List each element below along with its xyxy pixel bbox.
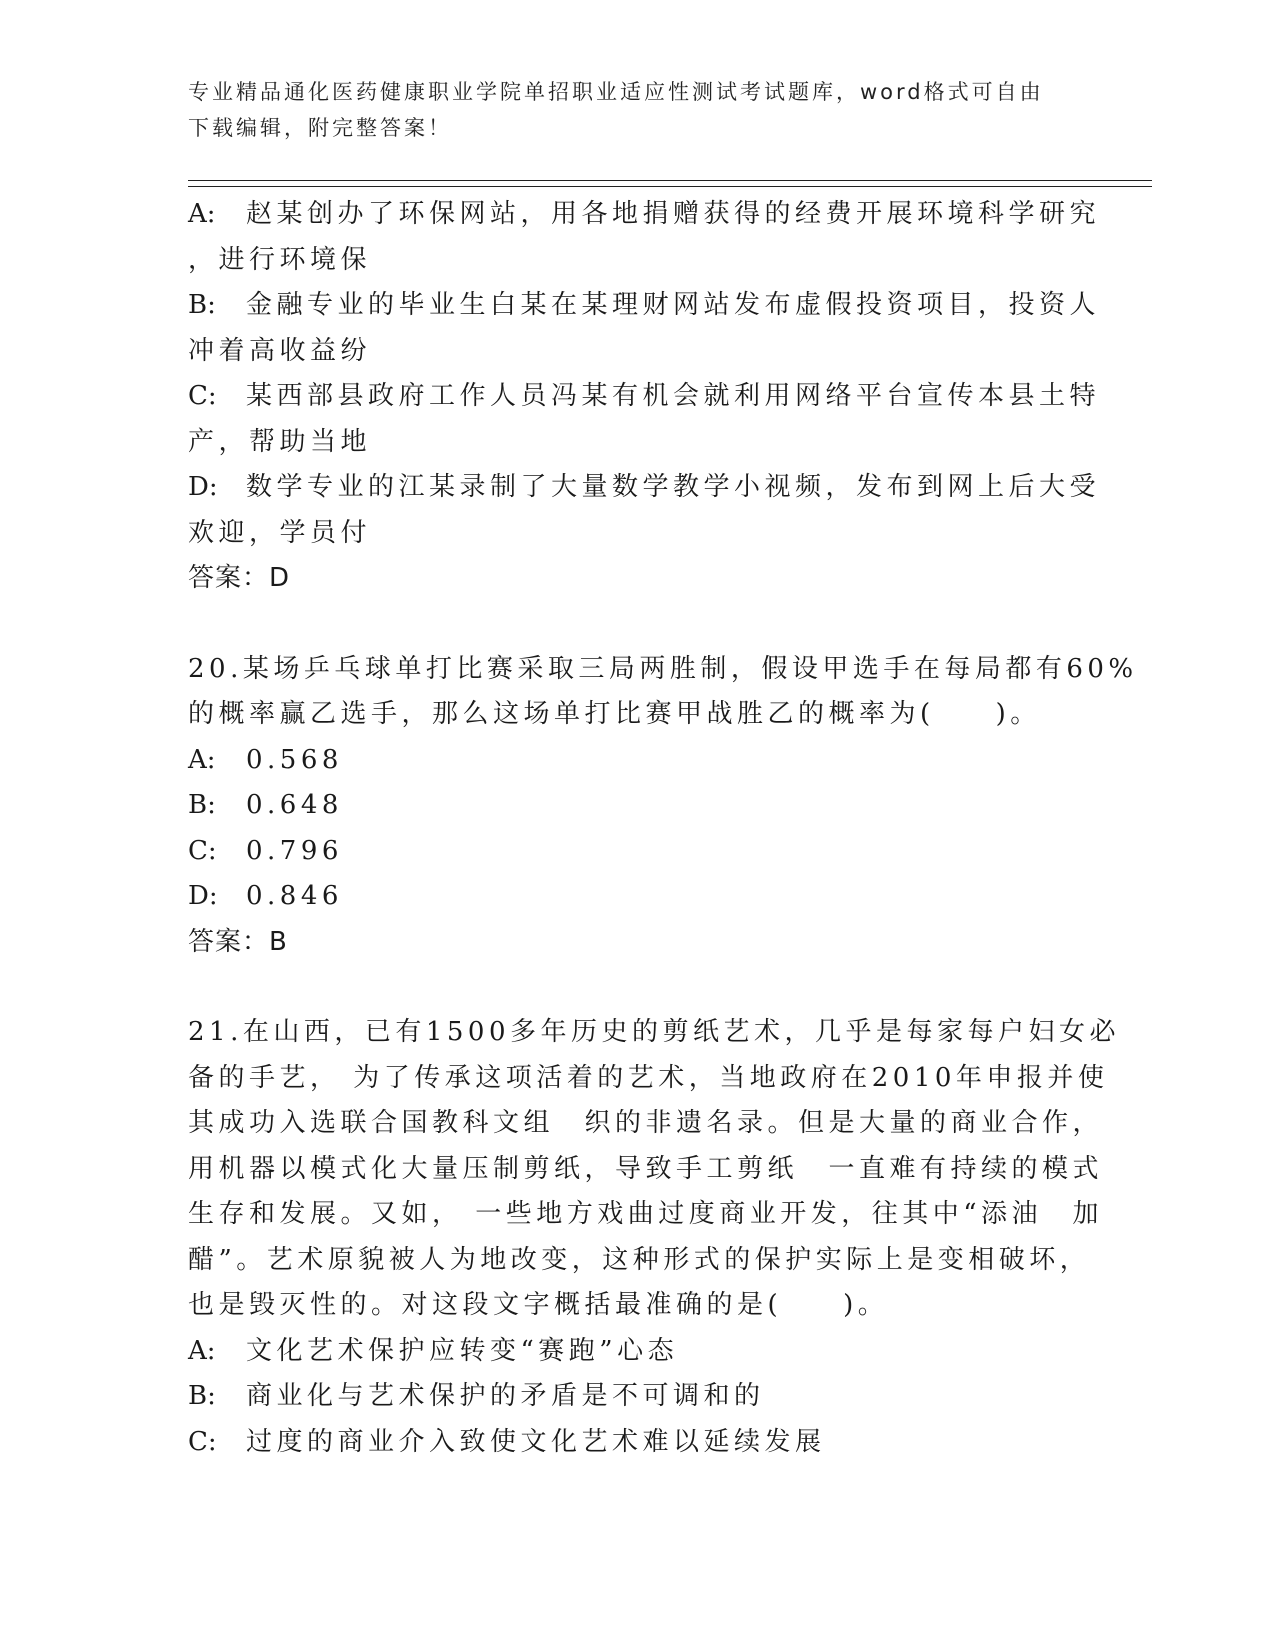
question-stem-line: 醋”。艺术原貌被人为地改变，这种形式的保护实际上是变相破坏， — [188, 1244, 1091, 1275]
question-stem-line: 生存和发展。又如， 一些地方戏曲过度商业开发，往其中“添油 加 — [188, 1199, 1104, 1229]
question-stem-line: 21.在山西，已有1500多年历史的剪纸艺术，几乎是每家每户妇女必 — [188, 1017, 1121, 1047]
option-label: B: — [188, 290, 216, 320]
option-label: A: — [188, 1335, 216, 1366]
question-21 — [188, 1010, 1121, 1465]
option-label: D: — [188, 472, 218, 502]
header-divider-bottom — [188, 186, 1152, 187]
option-text: 文化艺术保护应转变“赛跑”心态 — [246, 1335, 679, 1366]
question-stem-line: 的概率赢乙选手，那么这场单打比赛甲战胜乙的概率为( )。 — [188, 699, 1041, 729]
option-label: C: — [188, 835, 217, 866]
option-d — [188, 874, 1088, 920]
option-label: D: — [188, 881, 218, 911]
option-b — [188, 783, 1088, 829]
option-text: 0.846 — [246, 881, 343, 911]
option-text — [246, 374, 1100, 420]
question-stem-line: 也是毁灭性的。对这段文字概括最准确的是( )。 — [188, 1290, 889, 1320]
option-text-line: 冲着高收益纷 — [188, 335, 372, 366]
option-text — [246, 283, 1100, 329]
option-b — [188, 283, 1101, 329]
question-stem-line: 20.某场乒乓球单打比赛采取三局两胜制，假设甲选手在每局都有60% — [188, 653, 1138, 684]
option-text-line: 赵某创办了环保网站，用各地捐赠获得的经费开展环境科学研究 — [246, 199, 1101, 229]
option-label: B: — [188, 1381, 216, 1411]
option-text: 0.796 — [246, 835, 343, 866]
option-text — [246, 465, 1100, 511]
option-text: 商业化与艺术保护的矛盾是不可调和的 — [246, 1381, 765, 1411]
question-stem-line: 用机器以模式化大量压制剪纸，导致手工剪纸 一直难有持续的模式 — [188, 1153, 1104, 1184]
question-stem-line: 其成功入选联合国教科文组 织的非遗名录。但是大量的商业合作， — [188, 1108, 1104, 1138]
header-divider-top — [188, 180, 1152, 181]
option-label: B: — [188, 790, 216, 820]
header-line-2: 下载编辑，附完整答案！ — [188, 116, 452, 140]
option-text: 0.648 — [246, 790, 343, 820]
answer-q19: 答案：D — [188, 563, 291, 593]
option-text-line: 数学专业的江某录制了大量数学教学小视频，发布到网上后大受 — [246, 472, 1101, 502]
option-b — [188, 1374, 1088, 1420]
option-a — [188, 1329, 1088, 1375]
page-header — [188, 74, 1088, 146]
option-label: C: — [188, 381, 217, 411]
question-20 — [188, 647, 1138, 966]
option-label: C: — [188, 1426, 217, 1457]
option-label: A: — [188, 744, 216, 775]
option-c — [188, 829, 1088, 875]
option-d — [188, 465, 1101, 511]
answer-q20: 答案：B — [188, 926, 288, 957]
option-label: A: — [188, 199, 216, 229]
header-line-1: 专业精品通化医药健康职业学院单招职业适应性测试考试题库，word格式可自由 — [188, 80, 1044, 104]
option-c — [188, 1420, 1088, 1466]
option-a — [188, 738, 1088, 784]
question-19-options — [188, 192, 1101, 602]
option-text-line: 产，帮助当地 — [188, 426, 372, 457]
option-text: 过度的商业介入致使文化艺术难以延续发展 — [246, 1426, 826, 1457]
question-content — [188, 192, 1138, 1465]
option-text: 0.568 — [246, 744, 343, 775]
option-c — [188, 374, 1101, 420]
option-text-line: 金融专业的毕业生白某在某理财网站发布虚假投资项目，投资人 — [246, 290, 1101, 320]
question-stem-line: 备的手艺， 为了传承这项活着的艺术，当地政府在2010年申报并使 — [188, 1062, 1109, 1093]
option-text-line: 欢迎，学员付 — [188, 517, 372, 548]
option-text-line: 某西部县政府工作人员冯某有机会就利用网络平台宣传本县土特 — [246, 381, 1101, 411]
option-text-line: ，进行环境保 — [188, 244, 372, 275]
option-a — [188, 192, 1101, 238]
option-text — [246, 192, 1100, 238]
